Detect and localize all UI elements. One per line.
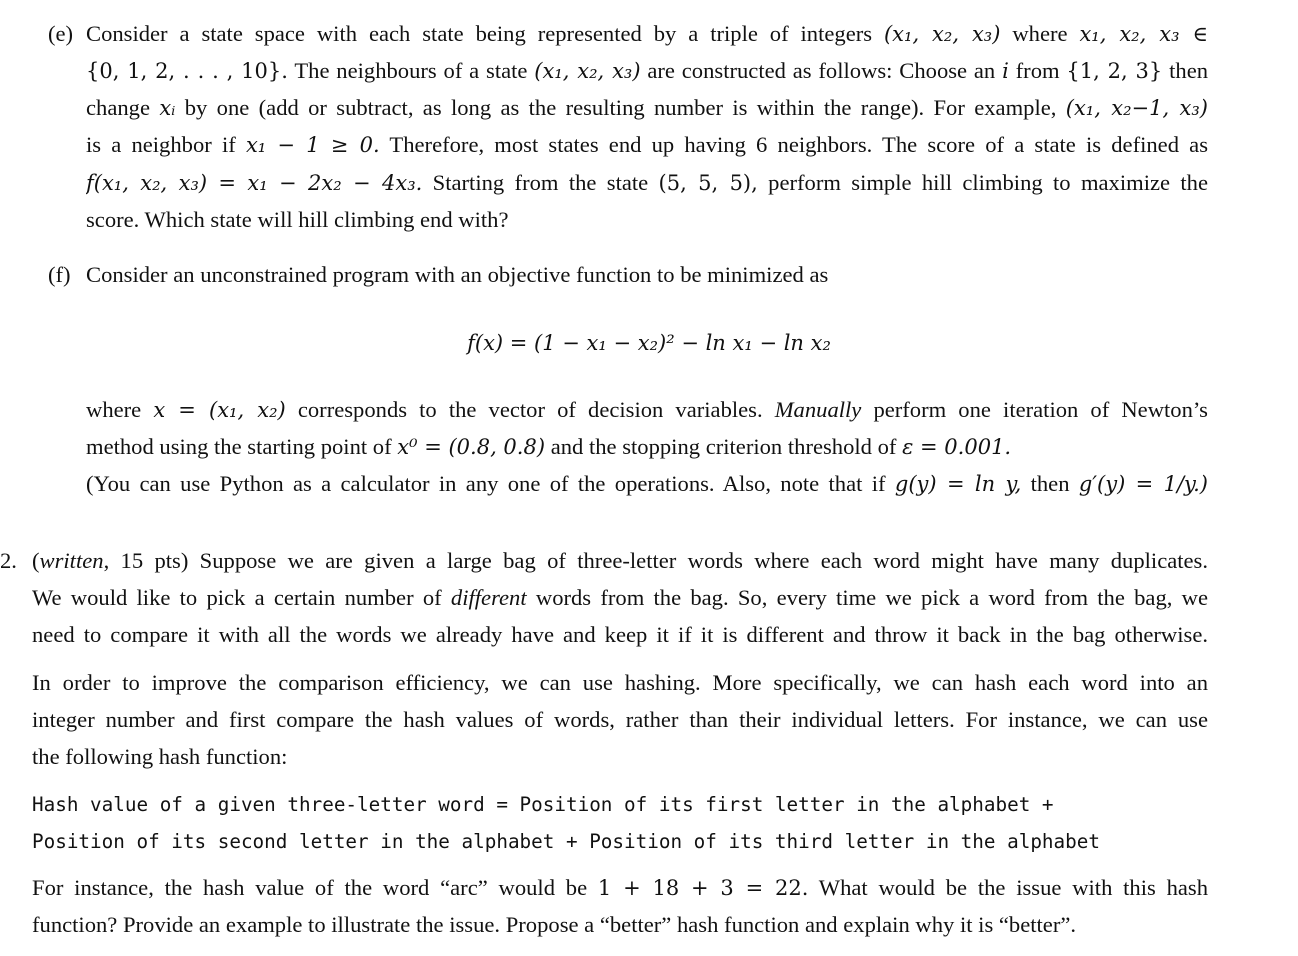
part-f-text: perform one iteration of Newton’s [873,397,1208,422]
objective-function: f(x) = (1 − x₁ − x₂)² − ln x₁ − ln x₂ [467,331,831,355]
part-f-line-2 [86,396,1208,426]
part-e-text: Consider a state space with each state being represented by a triple of integers [86,21,873,46]
question-2-para-3-line-2: function? Provide an example to illustrate the issue. Propose a “better” hash function and explain why it is “better”. [32,912,1077,937]
question-2-math: 1 + 18 + 3 = 22. [597,876,809,900]
question-2-para-2-line-1: In order to improve the comparison efficiency, we can use hashing. More specifically, we can hash each word into an [32,670,1208,695]
question-2-line-1: (written, 15 pts) Suppose we are given a large bag of three-letter words where each word might have many duplicates. [32,548,1208,573]
part-e-text: Starting from the state [432,170,649,195]
question-2-text: words from the bag. So, every time we pick a word from the bag, we [535,585,1208,610]
part-e-math: (x₁, x₂, x₃) [534,59,641,83]
part-e-line-2 [86,57,1208,87]
part-f-label: (f) [48,262,71,287]
part-e-math: x₁ − 1 ≥ 0. [245,133,380,157]
part-f-equation [0,328,1298,358]
part-e-text: where [1012,21,1068,46]
part-e-label: (e) [48,21,74,46]
part-f-math: x = (x₁, x₂) [153,398,286,422]
part-e-text: change [86,95,150,120]
part-f-text: method using the starting point of [86,434,392,459]
question-2-line-2 [32,584,1208,614]
part-f-text: and the stopping criterion threshold of [550,434,897,459]
question-2-line-3: need to compare it with all the words we already have and keep it if it is different and throw it back in the bag otherwise. [32,622,1208,647]
part-f-line-4 [86,470,1208,500]
question-2-para-2-line-3: the following hash function: [32,744,288,769]
part-e-line-6: score. Which state will hill climbing end with? [86,207,509,232]
part-f-text: corresponds to the vector of decision variables. [297,397,763,422]
question-2-text: , 15 pts) Suppose we are given a large bag of three-letter words where each word might have many duplicates. [103,548,1208,573]
question-2-text: We would like to pick a certain number of [32,585,442,610]
part-e-math: (5, 5, 5), [658,171,758,195]
part-e-text: from [1015,58,1060,83]
part-e-math: (x₁, x₂−1, x₃) [1065,96,1208,120]
question-2-para-3-line-1 [32,874,1208,904]
part-f-line-1: Consider an unconstrained program with an objective function to be minimized as [86,262,829,287]
part-f-math: ε = 0.001. [902,435,1012,459]
part-f-emphasis: Manually [774,397,862,422]
part-e-math: {1, 2, 3} [1066,59,1163,83]
part-e-text: then [1169,58,1208,83]
part-e-math: f(x₁, x₂, x₃) = x₁ − 2x₂ − 4x₃. [86,171,423,195]
part-f-math: g′(y) = 1/y.) [1078,472,1208,496]
part-e-line-3 [86,94,1208,124]
hash-function-code-line-2: Position of its second letter in the alphabet + Position of its third letter in the alphabet [32,830,1100,853]
part-e-text: is a neighbor if [86,132,236,157]
part-e-math: (x₁, x₂, x₃) [883,22,1001,46]
part-e-math: i [1002,59,1009,83]
part-e-text: perform simple hill climbing to maximize the [768,170,1208,195]
part-f-line-3 [86,433,1011,461]
part-f-math: x⁰ = (0.8, 0.8) [397,435,546,459]
part-f-text: then [1030,471,1070,496]
question-kind: written [39,548,104,573]
hash-function-code-line-1: Hash value of a given three-letter word = Position of its first letter in the alphabet + [32,793,1054,816]
part-f-text: where [86,397,142,422]
question-2-text: For instance, the hash value of the word “arc” would be [32,875,588,900]
part-e-text: by one (add or subtract, as long as the resulting number is within the range). For example, [184,95,1057,120]
question-2-emphasis: different [450,585,527,610]
part-e-text: The neighbours of a state [294,58,528,83]
part-e-line-5 [86,169,1208,199]
part-e-text: are constructed as follows: Choose an [647,58,996,83]
part-e-line-1 [86,20,1208,50]
part-f-math: g(y) = ln y, [894,472,1022,496]
part-e-math: xᵢ [159,96,176,120]
question-2-para-2-line-2: integer number and first compare the hash values of words, rather than their individual letters. For instance, we can use [32,707,1208,732]
part-e-line-4 [86,131,1208,161]
part-e-math: {0, 1, 2, . . . , 10}. [86,59,288,83]
part-f-text: (You can use Python as a calculator in any one of the operations. Also, note that if [86,471,886,496]
question-2-number: 2. [0,548,17,573]
part-e-math: x₁, x₂, x₃ ∈ [1079,22,1208,46]
question-2-text: What would be the issue with this hash [818,875,1208,900]
part-e-text: Therefore, most states end up having 6 neighbors. The score of a state is defined as [389,132,1208,157]
